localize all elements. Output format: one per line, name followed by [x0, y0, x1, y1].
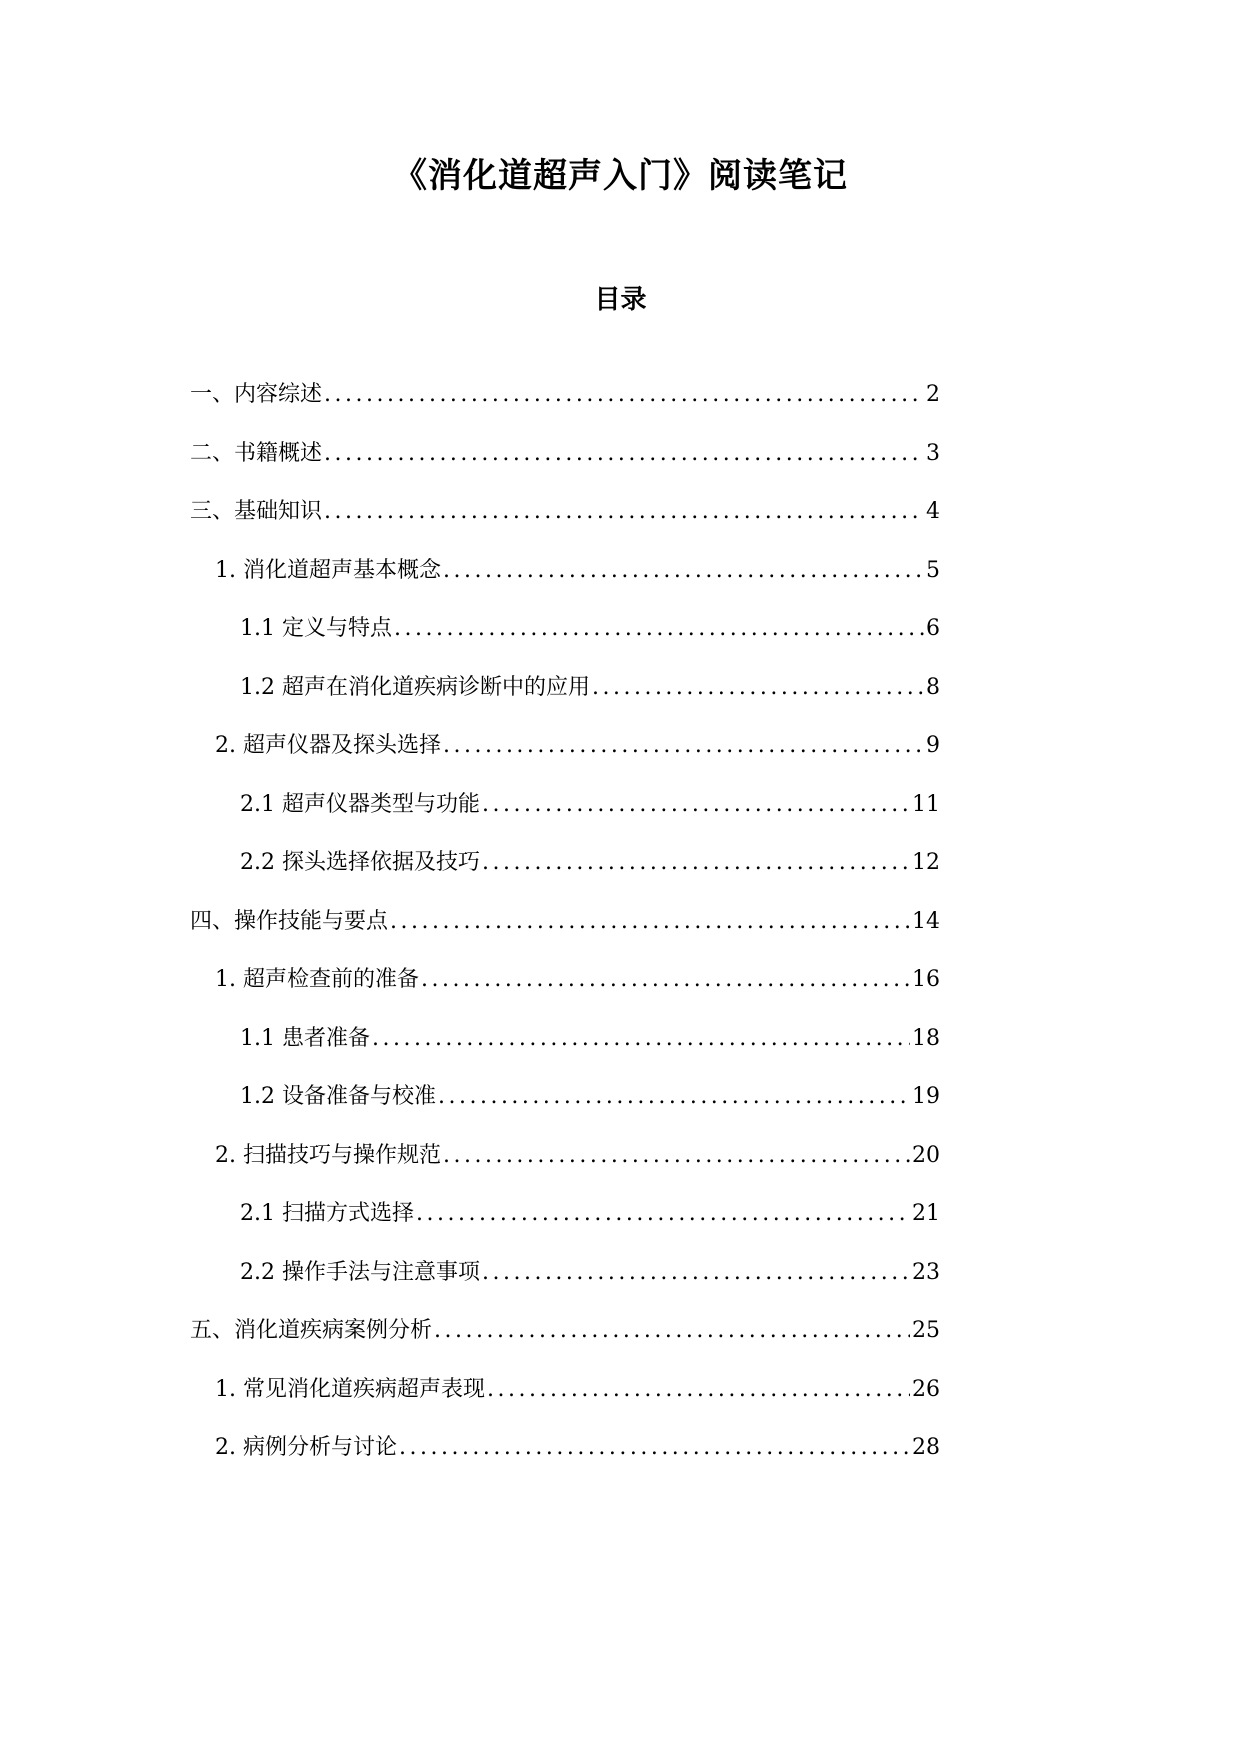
toc-entry-page-number: 14	[912, 908, 940, 934]
toc-entry-label: 2.2 探头选择依据及技巧	[240, 850, 480, 875]
toc-entry-label: 一、内容综述	[190, 382, 323, 407]
toc-entry-page-number: 5	[926, 557, 940, 583]
toc-entry[interactable]	[190, 1139, 940, 1173]
toc-entry-page-number: 23	[912, 1259, 940, 1285]
toc-entry-page-number: 25	[912, 1318, 940, 1343]
toc-entry[interactable]	[190, 1022, 940, 1056]
toc-entry-page-number: 2	[926, 382, 940, 407]
toc-leader-dots	[372, 1022, 910, 1056]
toc-entry[interactable]	[190, 554, 940, 588]
toc-entry-page-number: 3	[926, 440, 940, 466]
toc-entry-label: 2.2 操作手法与注意事项	[240, 1259, 480, 1285]
toc-entry-page-number: 8	[926, 674, 940, 700]
toc-entry[interactable]	[190, 905, 940, 939]
toc-entry-page-number: 11	[912, 791, 940, 817]
toc-leader-dots	[390, 905, 910, 939]
toc-entry-label: 1. 消化道超声基本概念	[215, 557, 441, 583]
toc-leader-dots	[324, 378, 924, 412]
toc-entry[interactable]	[190, 671, 940, 705]
toc-entry[interactable]	[190, 1314, 940, 1348]
toc-entry-page-number: 28	[912, 1435, 940, 1460]
toc-entry-label: 2. 超声仪器及探头选择	[215, 733, 441, 758]
toc-leader-dots	[592, 671, 924, 705]
toc-entry-label: 1.1 定义与特点	[240, 616, 392, 641]
toc-leader-dots	[443, 729, 924, 763]
toc-leader-dots	[324, 437, 924, 471]
toc-leader-dots	[438, 1080, 910, 1114]
toc-entry-page-number: 4	[926, 499, 940, 524]
toc-entry-label: 1.1 患者准备	[240, 1025, 370, 1051]
document-title: 《消化道超声入门》阅读笔记	[393, 156, 848, 196]
toc-entry-label: 二、书籍概述	[190, 440, 323, 466]
toc-entry[interactable]	[190, 1197, 940, 1231]
toc-leader-dots	[482, 788, 910, 822]
toc-leader-dots	[482, 846, 910, 880]
toc-entry-page-number: 20	[912, 1142, 940, 1168]
toc-entry-label: 2. 病例分析与讨论	[215, 1435, 397, 1460]
toc-leader-dots	[324, 495, 924, 529]
toc-entry-label: 四、操作技能与要点	[190, 908, 389, 934]
toc-entry[interactable]	[190, 1431, 940, 1465]
toc-entry-label: 2.1 超声仪器类型与功能	[240, 791, 480, 817]
toc-leader-dots	[416, 1197, 910, 1231]
toc-heading: 目录	[594, 285, 647, 315]
toc-entry-label: 2. 扫描技巧与操作规范	[215, 1142, 441, 1168]
toc-entry[interactable]	[190, 495, 940, 529]
toc-leader-dots	[443, 1139, 910, 1173]
toc-entry[interactable]	[190, 963, 940, 997]
toc-entry-page-number: 12	[912, 850, 940, 875]
toc-entry-page-number: 6	[926, 616, 940, 641]
toc-leader-dots	[434, 1314, 910, 1348]
toc-entry-label: 1.2 超声在消化道疾病诊断中的应用	[240, 674, 590, 700]
toc-leader-dots	[394, 612, 924, 646]
toc-leader-dots	[443, 554, 924, 588]
toc-entry-page-number: 16	[912, 967, 940, 992]
toc-entry[interactable]	[190, 378, 940, 412]
toc-entry[interactable]	[190, 1373, 940, 1407]
toc-entry[interactable]	[190, 846, 940, 880]
toc-entry[interactable]	[190, 612, 940, 646]
toc-entry-page-number: 19	[912, 1084, 940, 1109]
toc-entry[interactable]	[190, 788, 940, 822]
toc-entry[interactable]	[190, 1256, 940, 1290]
toc-entry-page-number: 18	[912, 1025, 940, 1051]
toc-leader-dots	[482, 1256, 910, 1290]
toc-entry-label: 1.2 设备准备与校准	[240, 1084, 436, 1109]
toc-entry-label: 2.1 扫描方式选择	[240, 1201, 414, 1226]
toc-entry-label: 1. 超声检查前的准备	[215, 967, 419, 992]
toc-entry[interactable]	[190, 1080, 940, 1114]
toc-leader-dots	[487, 1373, 910, 1407]
toc-entry-page-number: 21	[912, 1201, 940, 1226]
toc-entry-label: 三、基础知识	[190, 499, 323, 524]
toc-entry[interactable]	[190, 729, 940, 763]
toc-entry[interactable]	[190, 437, 940, 471]
toc-entry-page-number: 26	[912, 1376, 940, 1402]
toc-leader-dots	[421, 963, 910, 997]
toc-entry-page-number: 9	[926, 733, 940, 758]
toc-entry-label: 1. 常见消化道疾病超声表现	[215, 1376, 485, 1402]
toc-leader-dots	[399, 1431, 910, 1465]
toc-entry-label: 五、消化道疾病案例分析	[190, 1318, 433, 1343]
